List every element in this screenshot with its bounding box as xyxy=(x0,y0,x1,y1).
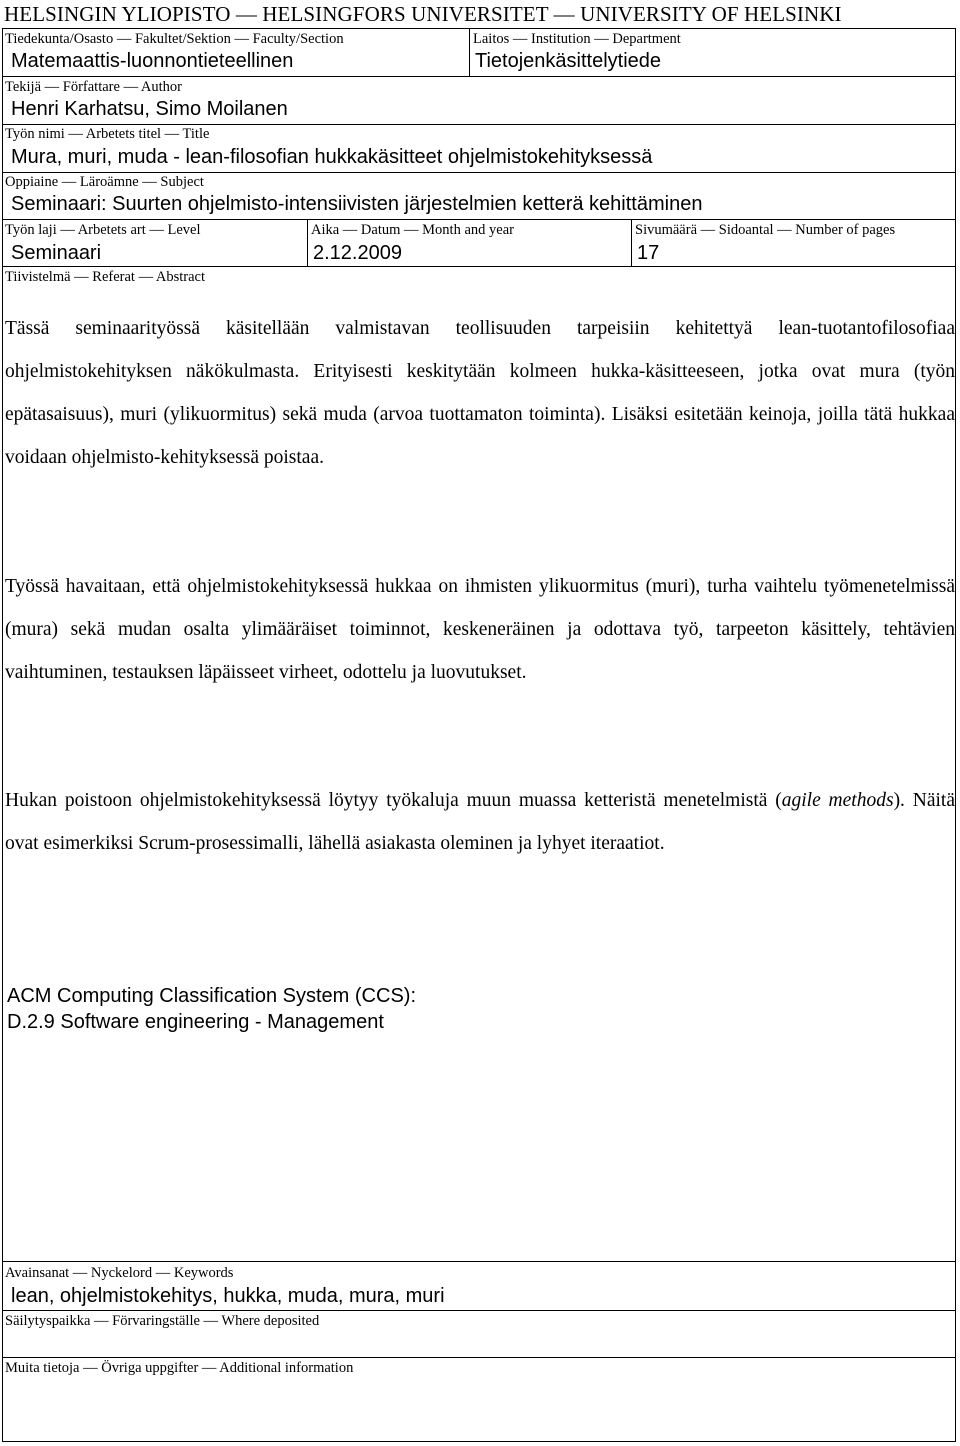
divider xyxy=(631,219,632,266)
divider xyxy=(469,29,470,76)
divider xyxy=(3,219,955,220)
faculty-label: Tiedekunta/Osasto — Fakultet/Sektion — Faculty/Section xyxy=(5,31,344,47)
abstract-label: Tiivistelmä — Referat — Abstract xyxy=(5,269,206,285)
level-value: Seminaari xyxy=(11,242,102,264)
abstract-form xyxy=(2,28,956,1442)
divider xyxy=(3,172,955,173)
divider xyxy=(307,219,308,266)
divider xyxy=(3,266,955,267)
date-value: 2.12.2009 xyxy=(313,242,402,264)
title-label: Työn nimi — Arbetets titel — Title xyxy=(5,126,210,142)
divider xyxy=(3,1261,955,1262)
pages-value: 17 xyxy=(637,242,660,264)
abstract-p3-text: ). Näitä ovat esimerkiksi Scrum-prosessimalli, lähellä asiakasta oleminen ja lyhyet iteraatiot. xyxy=(5,790,955,854)
level-label: Työn laji — Arbetets art — Level xyxy=(5,222,201,238)
divider xyxy=(3,76,955,77)
department-value: Tietojenkäsittelytiede xyxy=(475,50,662,72)
department-label: Laitos — Institution — Department xyxy=(473,31,681,47)
divider xyxy=(3,1310,955,1311)
title-value: Mura, muri, muda - lean-filosofian hukkakäsitteet ohjelmistokehityksessä xyxy=(11,146,653,168)
abstract-paragraph-3 xyxy=(5,779,955,865)
author-label: Tekijä — Författare — Author xyxy=(5,79,182,95)
subject-value: Seminaari: Suurten ohjelmisto-intensiivisten järjestelmien ketterä kehittäminen xyxy=(11,193,703,215)
ccs-classification: D.2.9 Software engineering - Management xyxy=(7,1011,384,1033)
divider xyxy=(3,1357,955,1358)
keywords-label: Avainsanat — Nyckelord — Keywords xyxy=(5,1265,234,1281)
deposited-label: Säilytyspaikka — Förvaringställe — Where deposited xyxy=(5,1313,320,1329)
date-label: Aika — Datum — Month and year xyxy=(311,222,514,238)
subject-label: Oppiaine — Läroämne — Subject xyxy=(5,174,204,190)
pages-label: Sivumäärä — Sidoantal — Number of pages xyxy=(635,222,896,238)
abstract-paragraph-2: Työssä havaitaan, että ohjelmistokehityksessä hukkaa on ihmisten ylikuormitus (muri), turha vaihtelu työmenetelmissä (mura) sekä mudan osalta ylimääräiset toiminnot, keskeneräinen ja odottava työ, tarpeeton käsittely, tehtävien vaihtuminen, testauksen läpäisseet virheet, odottelu ja luovutukset. xyxy=(5,576,955,683)
university-header: HELSINGIN YLIOPISTO — HELSINGFORS UNIVERSITET — UNIVERSITY OF HELSINKI xyxy=(4,2,842,26)
faculty-value: Matemaattis-luonnontieteellinen xyxy=(11,50,294,72)
divider xyxy=(3,124,955,125)
additional-label: Muita tietoja — Övriga uppgifter — Additional information xyxy=(5,1360,354,1376)
keywords-value: lean, ohjelmistokehitys, hukka, muda, mura, muri xyxy=(11,1285,445,1307)
abstract-paragraph-1: Tässä seminaarityössä käsitellään valmistavan teollisuuden tarpeisiin kehitettyä lean-tuotantofilosofiaa ohjelmistokehityksen näkökulmasta. Erityisesti keskitytään kolmeen hukka-käsitteeseen, jotka ovat mura (työn epätasaisuus), muri (ylikuormitus) sekä muda (arvoa tuottamaton toiminta). Lisäksi esitetään keinoja, joilla tätä hukkaa voidaan ohjelmisto-kehityksessä poistaa. xyxy=(5,318,955,468)
abstract-p3-text: Hukan poistoon ohjelmistokehityksessä löytyy työkaluja muun muassa ketteristä menetelmistä ( xyxy=(5,790,782,811)
ccs-heading: ACM Computing Classification System (CCS): xyxy=(7,985,416,1007)
agile-methods-term: agile methods xyxy=(781,790,894,811)
author-value: Henri Karhatsu, Simo Moilanen xyxy=(11,98,288,120)
